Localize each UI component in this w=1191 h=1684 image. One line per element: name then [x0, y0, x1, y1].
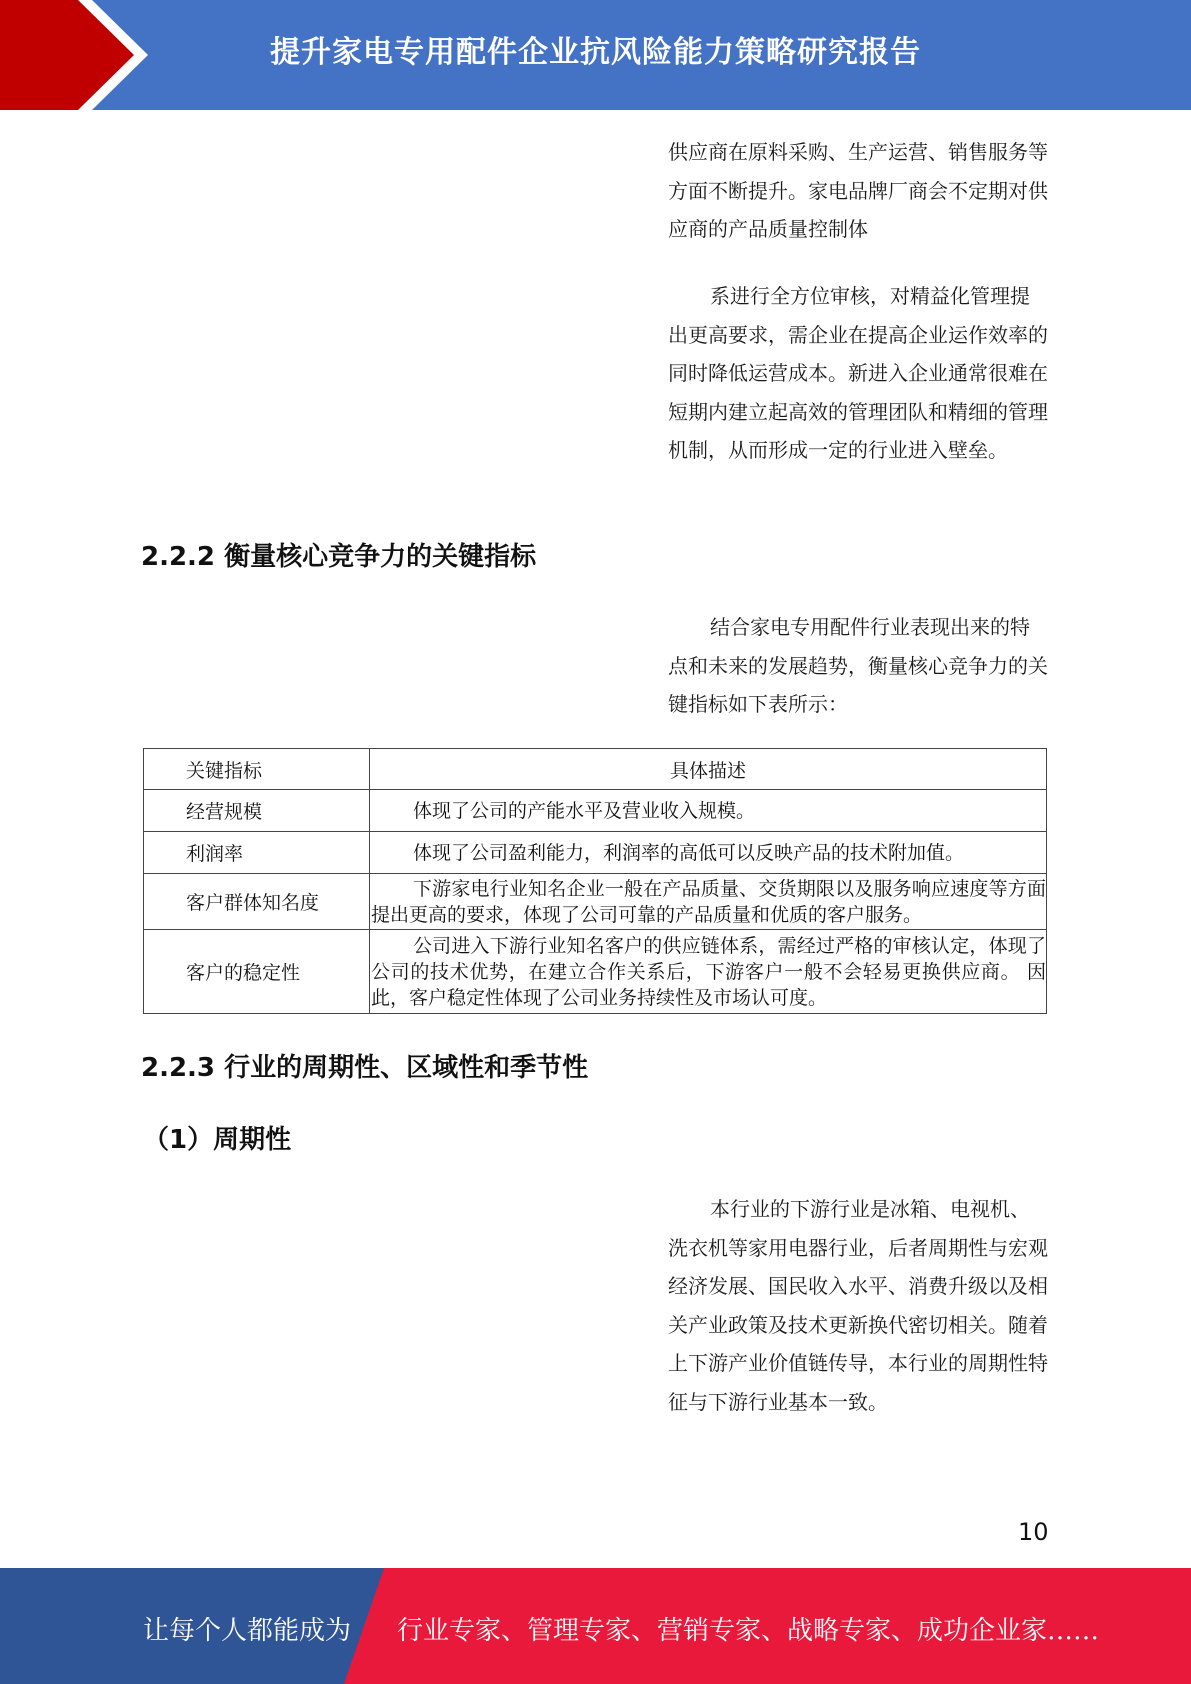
table-cell-indicator: 客户群体知名度: [144, 874, 370, 930]
page-number: 10: [1018, 1518, 1049, 1546]
table-row: [144, 790, 1047, 832]
table-header-description: 具体描述: [370, 749, 1047, 790]
table-cell-description: 体现了公司的产能水平及营业收入规模。: [370, 790, 1047, 832]
section-heading-2-2-3: 2.2.3 行业的周期性、区域性和季节性: [141, 1053, 589, 1083]
paragraph-cyclicality: 本行业的下游行业是冰箱、电视机、洗衣机等家用电器行业，后者周期性与宏观经济发展、国民收入水平、消费升级以及相关产业政策及技术更新换代密切相关。随着上下游产业价值链传导，本行业的周期性特征与下游行业基本一致。: [668, 1197, 1048, 1414]
table-cell-indicator: 经营规模: [144, 790, 370, 832]
paragraph-supplier-improvement: 供应商在原料采购、生产运营、销售服务等方面不断提升。家电品牌厂商会不定期对供应商的产品质量控制体: [668, 140, 1048, 241]
table-header-row: [144, 749, 1047, 790]
page-footer: [0, 1568, 1191, 1684]
report-title: 提升家电专用配件企业抗风险能力策略研究报告: [270, 35, 921, 70]
footer-slogan-right: 行业专家、管理专家、营销专家、战略专家、成功企业家……: [397, 1616, 1100, 1646]
table-cell-description: 公司进入下游行业知名客户的供应链体系，需经过严格的审核认定，体现了公司的技术优势，在建立合作关系后，下游客户一般不会轻易更换供应商。 因此，客户稳定性体现了公司业务持续性及市场认可度。: [370, 930, 1047, 1014]
paragraph-management-barrier: 系进行全方位审核，对精益化管理提出更高要求，需企业在提高企业运作效率的同时降低运营成本。新进入企业通常很难在短期内建立起高效的管理团队和精细的管理机制，从而形成一定的行业进入壁垒。: [668, 284, 1048, 462]
table-cell-indicator: 利润率: [144, 832, 370, 874]
page-header: [0, 0, 1191, 110]
table-row: [144, 874, 1047, 930]
table-header-indicator: 关键指标: [144, 749, 370, 790]
paragraph-kpi-intro: 结合家电专用配件行业表现出来的特点和未来的发展趋势，衡量核心竞争力的关键指标如下表所示：: [668, 615, 1048, 716]
kpi-table: [143, 748, 1047, 1014]
section-heading-2-2-2: 2.2.2 衡量核心竞争力的关键指标: [141, 542, 537, 572]
table-cell-description: 下游家电行业知名企业一般在产品质量、交货期限以及服务响应速度等方面提出更高的要求，体现了公司可靠的产品质量和优质的客户服务。: [370, 874, 1047, 930]
table-cell-description: 体现了公司盈利能力，利润率的高低可以反映产品的技术附加值。: [370, 832, 1047, 874]
table-row: [144, 930, 1047, 1014]
table-cell-indicator: 客户的稳定性: [144, 930, 370, 1014]
subsection-heading-cyclicality: （1）周期性: [143, 1125, 292, 1155]
footer-slogan-left: 让每个人都能成为: [143, 1616, 352, 1646]
table-row: [144, 832, 1047, 874]
